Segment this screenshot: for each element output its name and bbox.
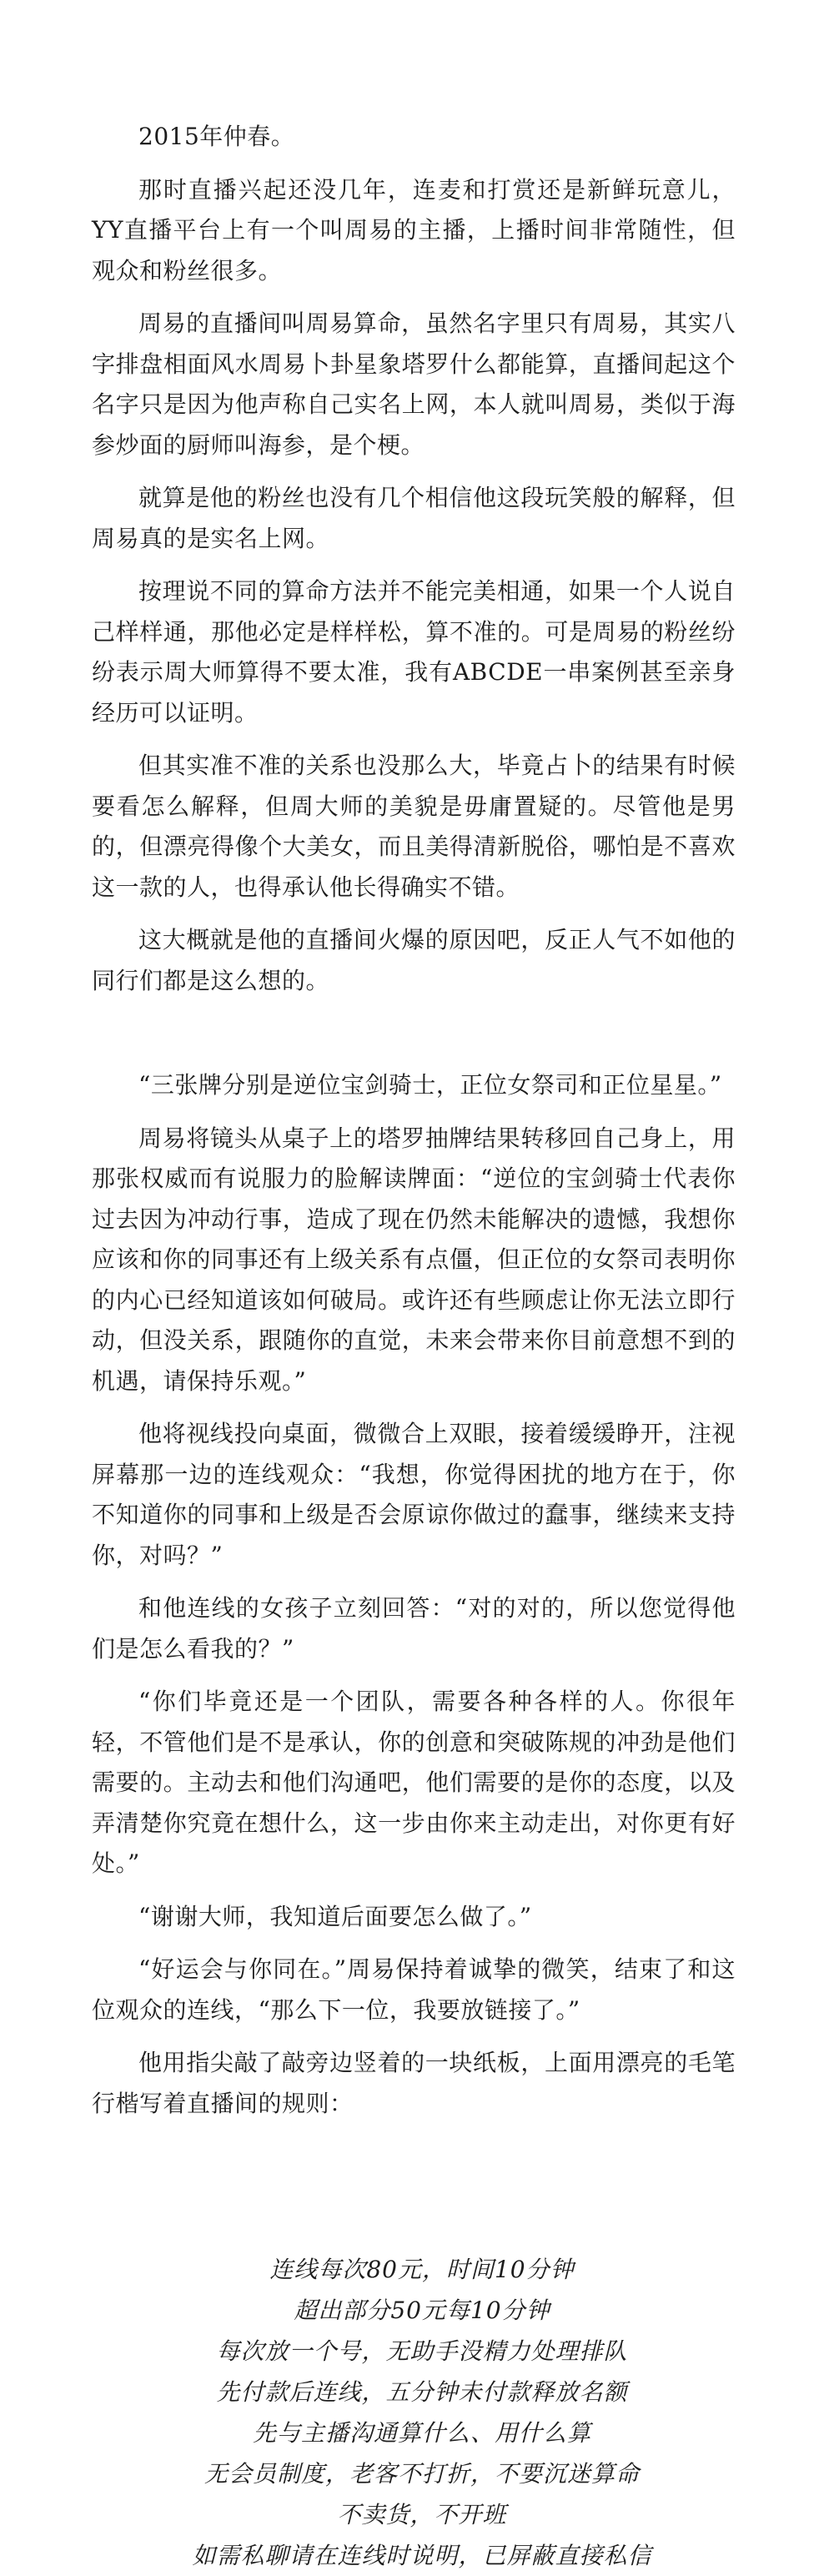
section-divider: [92, 1014, 736, 1065]
rule-line: 先与主播沟通算什么、用什么算: [252, 2419, 591, 2447]
paragraph: 那时直播兴起还没几年，连麦和打赏还是新鲜玩意儿，YY直播平台上有一个叫周易的主播，上播时间非常随性，但观众和粉丝很多。: [92, 175, 736, 284]
paragraph: 和他连线的女孩子立刻回答：“对的对的，所以您觉得他们是怎么看我的？”: [92, 1594, 736, 1663]
paragraph: 他用指尖敲了敲旁边竖着的一块纸板，上面用漂亮的毛笔行楷写着直播间的规则：: [92, 2049, 736, 2117]
article-body: [92, 117, 736, 2576]
paragraph: “三张牌分别是逆位宝剑骑士，正位女祭司和正位星星。”: [138, 1071, 722, 1099]
rule-line: 如需私聊请在连线时说明，已屏蔽直接私信: [192, 2542, 652, 2569]
rule-line: 无会员制度，老客不打折，不要沉迷算命: [203, 2460, 640, 2488]
paragraph: 周易的直播间叫周易算命，虽然名字里只有周易，其实八字排盘相面风水周易卜卦星象塔罗什么都能算，直播间起这个名字只是因为他声称自己实名上网，本人就叫周易，类似于海参炒面的厨师叫海参，是个梗。: [92, 309, 736, 459]
paragraph: 就算是他的粉丝也没有几个相信他这段玩笑般的解释，但周易真的是实名上网。: [92, 484, 736, 552]
rule-line: 连线每次80元，时间10分钟: [269, 2256, 575, 2283]
section-two: [92, 1065, 736, 2124]
rule-line: 超出部分50元每10分钟: [294, 2297, 550, 2324]
rule-line: 每次放一个号，无助手没精力处理排队: [216, 2337, 628, 2365]
paragraph: 周易将镜头从桌子上的塔罗抽牌结果转移回自己身上，用那张权威而有说服力的脸解读牌面：“逆位的宝剑骑士代表你过去因为冲动行事，造成了现在仍然未能解决的遗憾，我想你应该和你的同事还有上级关系有点僵，但正位的女祭司表明你的内心已经知道该如何破局。或许还有些顾虑让你无法立即行动，但没关系，跟随你的直觉，未来会带来你目前意想不到的机遇，请保持乐观。”: [92, 1124, 736, 1395]
rule-line: 先付款后连线，五分钟未付款释放名额: [216, 2378, 628, 2406]
rule-line: 不卖货，不开班: [337, 2501, 507, 2528]
paragraph: 但其实准不准的关系也没那么大，毕竟占卜的结果有时候要看怎么解释，但周大师的美貌是毋庸置疑的。尽管他是男的，但漂亮得像个大美女，而且美得清新脱俗，哪怕是不喜欢这一款的人，也得承认他长得确实不错。: [92, 752, 736, 901]
paragraph: 他将视线投向桌面，微微合上双眼，接着缓缓睁开，注视屏幕那一边的连线观众：“我想，你觉得困扰的地方在于，你不知道你的同事和上级是否会原谅你做过的蠢事，继续来支持你，对吗？”: [92, 1420, 736, 1569]
livestream-rules: [92, 2249, 736, 2576]
paragraph: “好运会与你同在。”周易保持着诚挚的微笑，结束了和这位观众的连线，“那么下一位，我要放链接了。”: [92, 1955, 736, 2024]
paragraph: “你们毕竟还是一个团队，需要各种各样的人。你很年轻，不管他们是不是承认，你的创意和突破陈规的冲劲是他们需要的。主动去和他们沟通吧，他们需要的是你的态度，以及弄清楚你究竟在想什么，这一步由你来主动走出，对你更有好处。”: [92, 1688, 736, 1877]
paragraph: 按理说不同的算命方法并不能完美相通，如果一个人说自己样样通，那他必定是样样松，算不准的。可是周易的粉丝纷纷表示周大师算得不要太准，我有ABCDE一串案例甚至亲身经历可以证明。: [92, 577, 736, 727]
section-one: [92, 117, 736, 1001]
paragraph: “谢谢大师，我知道后面要怎么做了。”: [138, 1902, 532, 1930]
paragraph: 这大概就是他的直播间火爆的原因吧，反正人气不如他的同行们都是这么想的。: [92, 926, 736, 994]
paragraph: 2015年仲春。: [138, 123, 295, 150]
